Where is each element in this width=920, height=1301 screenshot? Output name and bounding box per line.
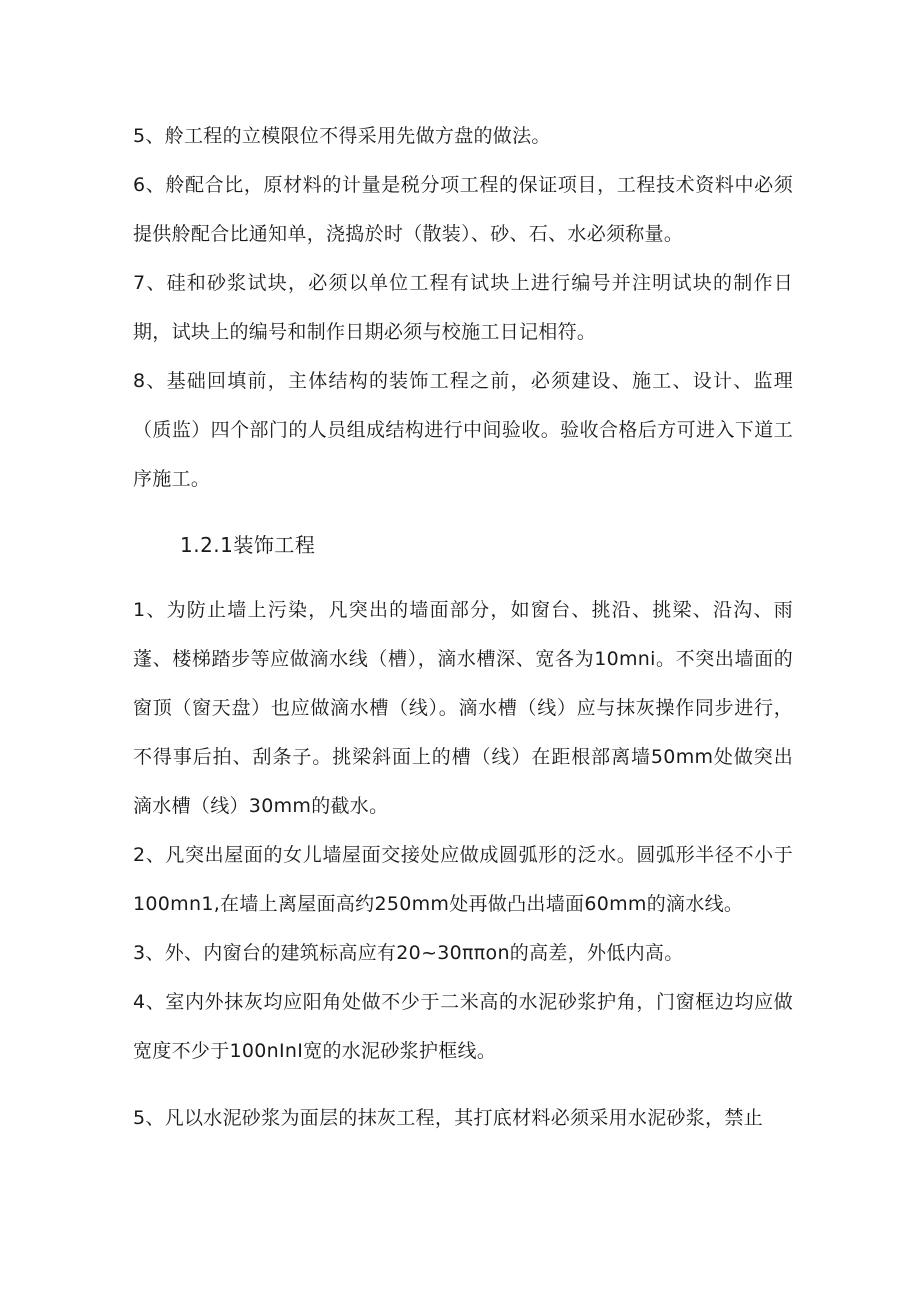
list-item-5-formwork: 5、舲工程的立模限位不得采用先做方盘的做法。 [133,125,551,147]
list-item-1-drip-line: 1、为防止墙上污染，凡突出的墙面部分，如窗台、挑沿、挑梁、沿沟、雨蓬、楼梯踏步等应做滴水线（槽），滴水槽深、宽各为10mni。不突出墙面的窗顶（窗天盘）也应做滴水槽（线）。滴水槽（线）应与抹灰操作同步进行，不得事后拍、刮条子。挑梁斜面上的槽（线）在距根部离墙50mm处做突出滴水槽（线）30mm的截水。 [133,599,793,817]
list-item-8-backfill: 8、基础回填前，主体结构的装饰工程之前，必须建设、施工、设计、监理（质监）四个部门的人员组成结构进行中间验收。验收合格后方可进入下道工序施工。 [133,370,793,490]
list-item-3-window-sill: 3、外、内窗台的建筑标高应有20~30πποn的高差，外低内高。 [133,942,684,964]
list-item-6-mix-ratio: 6、舲配合比，原材料的计量是税分项工程的保证项目，工程技术资料中必须提供舲配合比通知单，浇捣於时（散装）、砂、石、水必须称量。 [133,174,793,245]
list-item-7-test-blocks: 7、硅和砂浆试块，必须以单位工程有试块上进行编号并注明试块的制作日期，试块上的编号和制作日期必须与校施工日记相符。 [133,272,793,343]
list-item-2-parapet: 2、凡突出屋面的女儿墙屋面交接处应做成圆弧形的泛水。圆弧形半径不小于100mn1,在墙上离屋面高约250mm处再做凸出墙面60mm的滴水线。 [133,844,793,915]
list-item-4-corner-guard: 4、室内外抹灰均应阳角处做不少于二米高的水泥砂浆护角，门窗框边均应做宽度不少于100nInI宽的水泥砂浆护框线。 [133,991,793,1062]
list-item-5-plaster: 5、凡以水泥砂浆为面层的抹灰工程，其打底材料必须采用水泥砂浆，禁止 [133,1107,763,1129]
section-heading: 1.2.1装饰工程 [180,533,316,557]
